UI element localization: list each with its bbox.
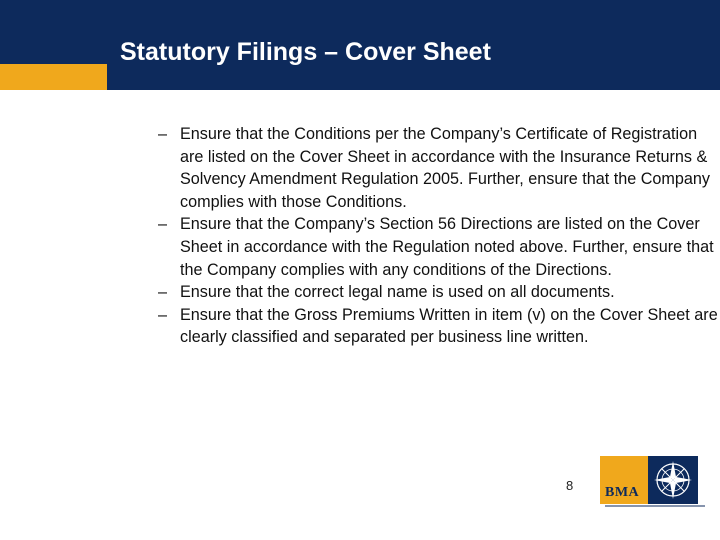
bullet-text: Ensure that the correct legal name is used on all documents. <box>180 283 615 302</box>
logo-text: BMA <box>605 485 640 500</box>
bullet-list <box>158 123 718 349</box>
header-accent-bar <box>0 64 107 90</box>
compass-rose-icon <box>648 456 698 504</box>
bullet-text: Ensure that the Gross Premiums Written in item (v) on the Cover Sheet are clearly classified and separated per business line written. <box>180 305 718 347</box>
page-number: 8 <box>566 478 574 493</box>
bullet-dash: – <box>158 125 168 143</box>
bullet-item <box>158 123 718 213</box>
bullet-item <box>158 281 718 304</box>
bullet-dash: – <box>158 215 168 234</box>
bullet-item <box>158 304 718 349</box>
logo-blue-panel <box>648 456 698 504</box>
bullet-text: Ensure that the Company’s Section 56 Directions are listed on the Cover Sheet in accordance with the Regulation noted above. Further, ensure that the Company complies with any conditions of the Directions. <box>180 215 714 279</box>
logo-caption-strip <box>605 505 705 507</box>
logo-gold-panel <box>600 456 648 504</box>
bullet-dash: – <box>158 305 168 324</box>
slide-title: Statutory Filings – Cover Sheet <box>120 38 491 66</box>
bma-logo <box>600 456 708 508</box>
bullet-dash: – <box>158 283 168 302</box>
bullet-text: Ensure that the Conditions per the Company’s Certificate of Registration are listed on the Cover Sheet in accordance with the Insurance Returns & Solvency Amendment Regulation 2005. Further, ensure that the Company complies with those Conditions. <box>180 125 711 211</box>
bullet-item <box>158 213 718 281</box>
